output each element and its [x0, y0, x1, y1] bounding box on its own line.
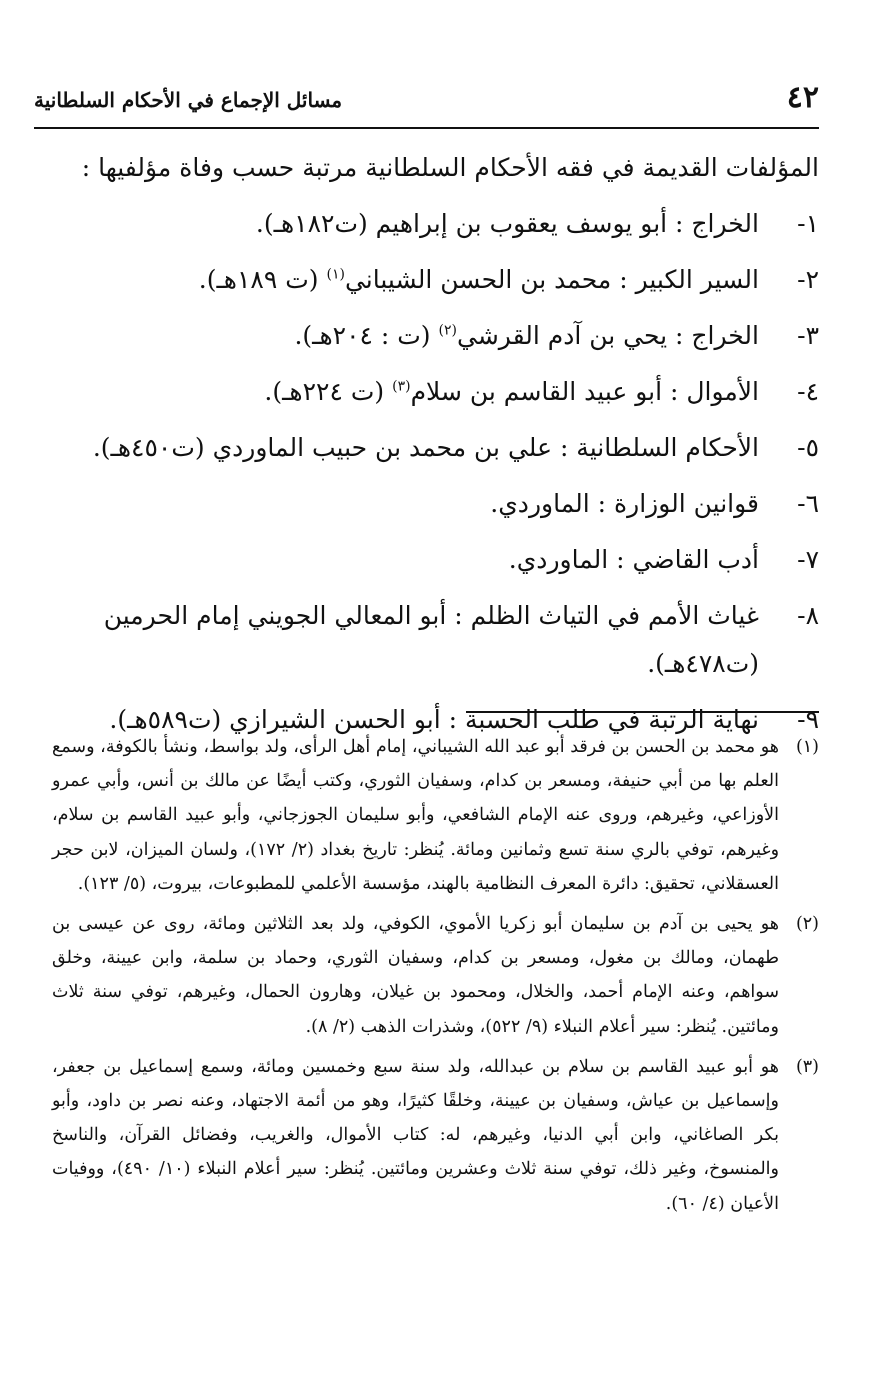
footnote [52, 1050, 819, 1221]
footnote-text: هو محمد بن الحسن بن فرقد أبو عبد الله الشيباني، إمام أهل الرأى، ولد بواسط، ونشأ بالكوفة، وسمع العلم بها من أبي حنيفة، ومسعر بن كدام، وسفيان الثوري، وكتب أيضًا عن مالك بن أنس، وأبي عمرو الأوزاعي، وغيرهم، وروى عنه الإمام الشافعي، وأبو سليمان الجوزجاني، وأبو عبيد القاسم بن سلام، وغيرهم، توفي بالري سنة تسع وثمانين ومائة. يُنظر: تاريخ بغداد (٢/ ١٧٢)، ولسان الميزان، لابن حجر العسقلاني، تحقيق: دائرة المعرف النظامية بالهند، مؤسسة الأعلمي للمطبوعات، بيروت، (٥/ ١٢٣). [52, 737, 780, 894]
list-number: ٧- [797, 545, 819, 574]
list-text: أدب القاضي : الماوردي. [508, 545, 759, 574]
list-text-end: (ت ٢٢٤هـ). [264, 377, 393, 406]
list-item [34, 420, 819, 476]
running-title: مسائل الإجماع في الأحكام السلطانية [34, 88, 343, 112]
footnote [52, 907, 819, 1044]
footnote-reference[interactable]: (٢) [438, 322, 457, 339]
header-rule [34, 127, 819, 129]
list-item [34, 476, 819, 532]
list-number: ٢- [797, 265, 819, 294]
list-text: السير الكبير : محمد بن الحسن الشيباني [344, 265, 759, 294]
list-item [34, 308, 819, 364]
list-number: ٨- [797, 601, 819, 630]
list-item [34, 252, 819, 308]
list-text: الأموال : أبو عبيد القاسم بن سلام [410, 377, 759, 406]
books-list [34, 196, 819, 748]
list-text: قوانين الوزارة : الماوردي. [490, 489, 759, 518]
list-item [34, 364, 819, 420]
list-text: الخراج : يحي بن آدم القرشي [456, 321, 759, 350]
list-item [34, 588, 819, 692]
footnote-reference[interactable]: (١) [326, 266, 345, 283]
list-number: ٦- [797, 489, 819, 518]
list-item [34, 196, 819, 252]
list-number: ٤- [797, 377, 819, 406]
list-text: الأحكام السلطانية : علي بن محمد بن حبيب الماوردي (ت٤٥٠هـ). [92, 433, 759, 462]
list-number: ٣- [797, 321, 819, 350]
page-number: ٤٢ [786, 80, 819, 115]
footnote-text: هو أبو عبيد القاسم بن سلام بن عبدالله، ولد سنة سبع وخمسين ومائة، وسمع إسماعيل بن جعفر، وإسماعيل بن عياش، وسفيان بن عيينة، وخلقًا كثيرًا، وهو من أئمة الاجتهاد، وعنه نصر بن داود، وأبو بكر الصاغاني، وابن أبي الدنيا، وغيرهم، له: كتاب الأموال، والغريب، وفضائل القرآن، والناسخ والمنسوخ، وغير ذلك، توفي سنة ثلاث وعشرين ومائتين. يُنظر: سير أعلام النبلاء (١٠/ ٤٩٠)، ووفيات الأعيان (٤/ ٦٠). [52, 1056, 779, 1214]
footnote-mark: (٣) [795, 1056, 819, 1077]
intro-paragraph: المؤلفات القديمة في فقه الأحكام السلطانية مرتبة حسب وفاة مؤلفيها : [81, 153, 819, 182]
list-text: نهاية الرتبة في طلب الحسبة : أبو الحسن الشيرازي (ت٥٨٩هـ). [109, 705, 759, 734]
footnote [52, 730, 819, 901]
footnote-mark: (٢) [795, 914, 819, 935]
footnote-reference[interactable]: (٣) [392, 378, 411, 395]
list-text-end: (ت ١٨٩هـ). [198, 265, 327, 294]
list-number: ٩- [797, 705, 819, 734]
list-number: ٥- [797, 433, 819, 462]
footnote-separator [466, 711, 819, 713]
list-text: غياث الأمم في التياث الظلم : أبو المعالي الجويني إمام الحرمين (ت٤٧٨هـ). [103, 601, 759, 678]
footnote-text: هو يحيى بن آدم بن سليمان أبو زكريا الأموي، الكوفي، ولد بعد الثلاثين ومائة، روى عن عيسى بن طهمان، ومالك بن مغول، ومسعر بن كدام، وسفيان الثوري، وحماد بن سلمة، وابن عيينة، وخلق سواهم، وعنه الإمام أحمد، والخلال، ومحمود بن غيلان، وهارون الحمال، وغيرهم، توفي سنة ثلاث ومائتين. يُنظر: سير أعلام النبلاء (٩/ ٥٢٢)، وشذرات الذهب (٢/ ٨). [52, 914, 779, 1037]
list-item [34, 532, 819, 588]
footnotes [52, 730, 819, 1227]
footnote-mark: (١) [795, 737, 819, 757]
list-text: الخراج : أبو يوسف يعقوب بن إبراهيم (ت١٨٢هـ). [255, 209, 759, 238]
page-header [34, 78, 819, 128]
list-number: ١- [797, 209, 819, 238]
list-text-end: (ت : ٢٠٤هـ). [294, 321, 439, 350]
